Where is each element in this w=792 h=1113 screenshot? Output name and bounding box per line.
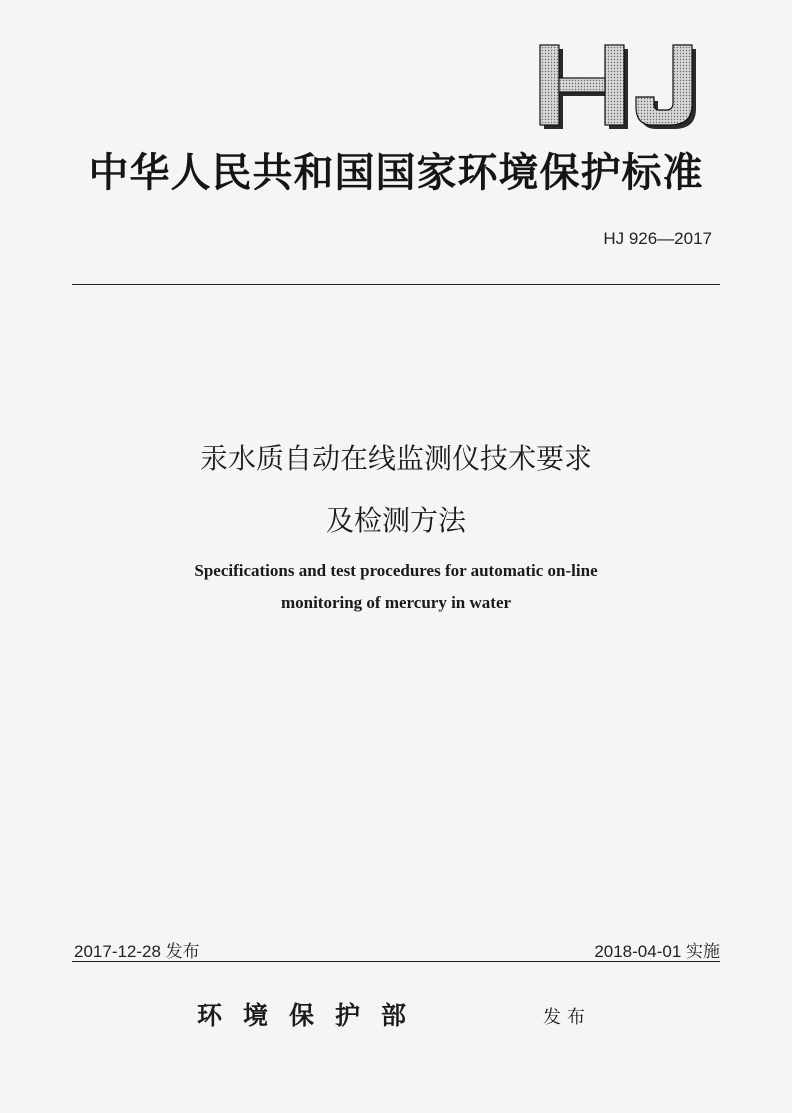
document-title-en-line2: monitoring of mercury in water xyxy=(280,593,512,612)
standard-code: HJ 926—2017 xyxy=(603,229,712,248)
document-title-zh-line1: 汞水质自动在线监测仪技术要求 xyxy=(199,442,592,475)
implementation-date: 2018-04-01 实施 xyxy=(594,942,720,961)
standard-title: 中华人民共和国国家环境保护标准 xyxy=(88,149,704,196)
issue-date: 2017-12-28 发布 xyxy=(74,942,200,961)
document-title-en-line1: Specifications and test procedures for automatic on-line xyxy=(194,561,598,580)
document-title-zh-line2: 及检测方法 xyxy=(325,504,466,537)
publisher-suffix: 发布 xyxy=(543,1007,591,1028)
publisher-name: 环境保护部 xyxy=(197,1001,428,1030)
hj-logo xyxy=(538,40,700,130)
top-divider xyxy=(72,284,720,285)
bottom-divider xyxy=(72,961,720,962)
